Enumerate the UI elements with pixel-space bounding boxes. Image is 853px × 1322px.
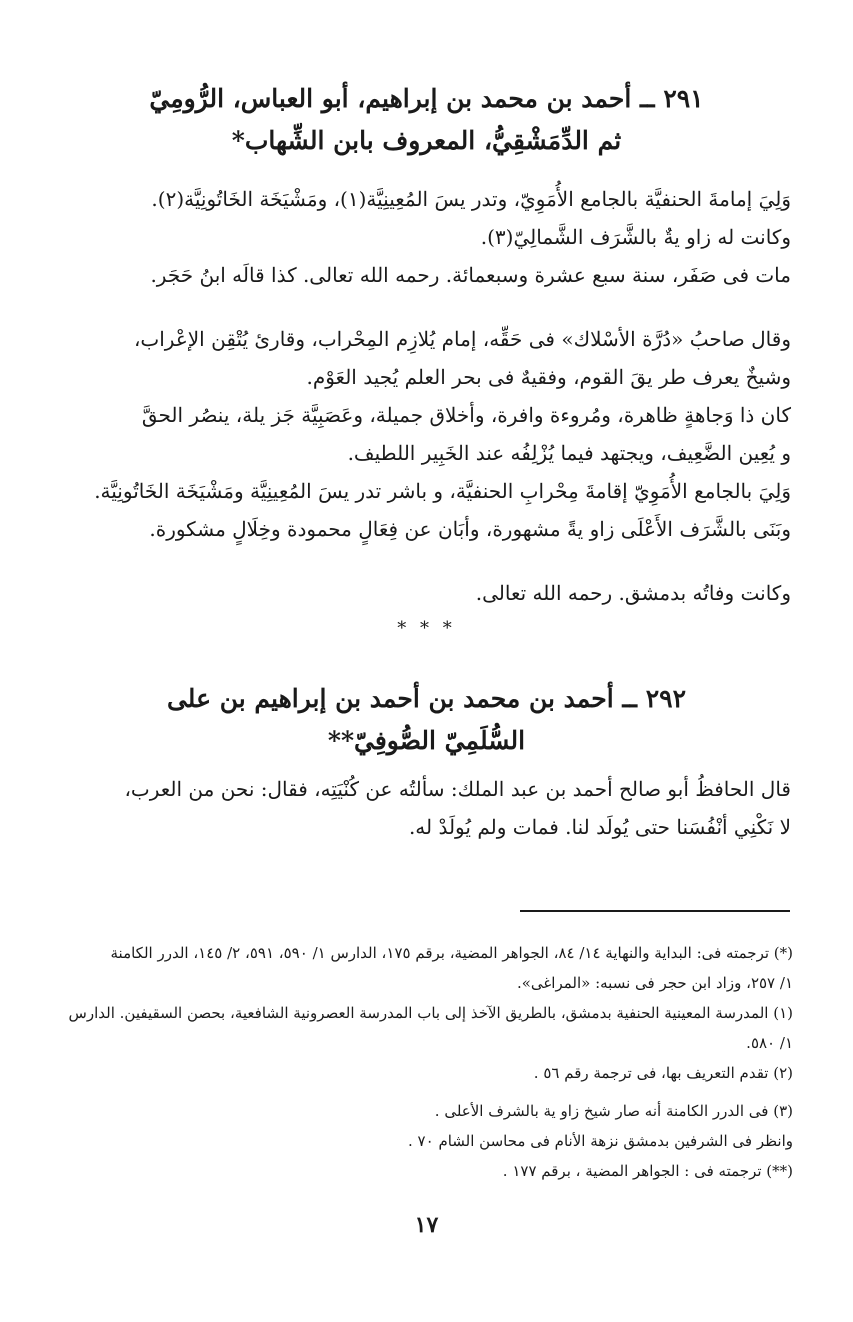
footnote-line: (*) ترجمته فى: البداية والنهاية ١٤/ ٨٤، الجواهر المضية، برقم ١٧٥، الدارس ١/ ٥٩٠، ٥٩١، ٢/ ١٤٥، الدرر الكامنة xyxy=(110,944,793,962)
entry-291-paragraph-1 xyxy=(55,180,791,294)
text-line: قال الحافظُ أبو صالح أحمد بن عبد الملك: سألتُه عن كُنْيَتِه، فقال: نحن من العرب، xyxy=(124,777,791,801)
footnote-line: وانظر فى الشرفين بدمشق نزهة الأنام فى محاسن الشام ٧٠ . xyxy=(408,1132,793,1150)
text-line: مات فى صَفَر، سنة سبع عشرة وسبعمائة. رحمه الله تعالى. كذا قالَه ابنُ حَجَر. xyxy=(150,263,791,287)
footnote-double-star xyxy=(53,1156,793,1186)
footnotes xyxy=(53,938,793,1186)
footnote-1 xyxy=(53,998,793,1058)
text-line: وَلِيَ بالجامع الأُمَوِيّ إقامةَ مِحْرابِ الحنفيَّة، و باشر تدر يسَ المُعِينِيَّة ومَشْيَخَة الخَاتُونِيَّة. xyxy=(94,479,791,503)
text-line: لا نَكْنِي أنْفُسَنا حتى يُولَد لنا. فمات ولم يُولَدْ له. xyxy=(408,815,791,839)
footnote-2 xyxy=(53,1058,793,1088)
entry-292-heading-line-1: ٢٩٢ ــ أحمد بن محمد بن أحمد بن إبراهيم بن على xyxy=(166,684,687,713)
text-line: وَلِيَ إمامةَ الحنفيَّة بالجامع الأُمَوِيّ، وتدر يسَ المُعِينِيَّة(١)، ومَشْيَخَة الخَاتُونِيَّة(٢). xyxy=(151,187,791,211)
footnote-star xyxy=(53,938,793,998)
text-line: وشيخٌ يعرف طر يقَ القوم، وفقيهٌ فى بحر العلم يُجيد العَوْم. xyxy=(306,365,791,389)
text-line: كان ذا وَجاهةٍ ظاهرة، ومُروءة وافرة، وأخلاق جميلة، وعَصَبِيَّة جَز يلة، ينصُر الحقَّ xyxy=(141,403,791,427)
footnote-line: ١/ ٢٥٧، وزاد ابن حجر فى نسبه: «المراغى». xyxy=(516,974,793,992)
footnote-line: ١/ ٥٨٠. xyxy=(746,1034,793,1052)
entry-291-heading-line-1: ٢٩١ ــ أحمد بن محمد بن إبراهيم، أبو العباس، الرُّومِيّ xyxy=(149,84,704,113)
footnote-line: (٢) تقدم التعريف بها، فى ترجمة رقم ٥٦ . xyxy=(533,1064,793,1082)
text-line: وكانت له زاو يةٌ بالشَّرَف الشَّمالِيّ(٣). xyxy=(480,225,791,249)
footnote-line: (٣) فى الدرر الكامنة أنه صار شيخ زاو ية بالشرف الأعلى . xyxy=(434,1102,793,1120)
footnote-line: (**) ترجمته فى : الجواهر المضية ، برقم ١٧٧ . xyxy=(502,1162,793,1180)
entry-291-paragraph-2 xyxy=(55,320,791,548)
page-number: ١٧ xyxy=(414,1212,439,1238)
text-line: و يُعِين الضَّعِيف، ويجتهد فيما يُزْلِفُه عند الخَبِير اللطيف. xyxy=(347,441,791,465)
text-line: وكانت وفاتُه بدمشق. رحمه الله تعالى. xyxy=(475,581,791,605)
entry-292-heading xyxy=(60,678,793,762)
text-line: وقال صاحبُ «دُرَّة الأسْلاك» فى حَقِّه، إمام يُلازِم المِحْراب، وقارئ يُتْقِن الإعْراب، xyxy=(133,327,791,351)
entry-292-paragraph xyxy=(55,770,791,846)
footnote-line: (١) المدرسة المعينية الحنفية بدمشق، بالطريق الآخذ إلى باب المدرسة العصرونية الشافعية، بحصن السقيفين. الدارس xyxy=(68,1004,793,1022)
entry-291-heading xyxy=(60,78,793,162)
section-separator: * * * xyxy=(397,618,456,639)
entry-291-heading-line-2: ثم الدِّمَشْقِيُّ، المعروف بابن الشِّهاب* xyxy=(231,126,622,155)
entry-292-heading-line-2: السُّلَمِيّ الصُّوفِيّ** xyxy=(327,726,526,755)
text-line: وبَنَى بالشَّرَف الأَعْلَى زاو يةً مشهورة، وأبَان عن فِعَالٍ محمودة وخِلَالٍ مشكورة. xyxy=(149,517,791,541)
footnote-3 xyxy=(53,1096,793,1156)
entry-291-paragraph-3 xyxy=(55,574,791,612)
footnote-divider xyxy=(520,910,790,912)
